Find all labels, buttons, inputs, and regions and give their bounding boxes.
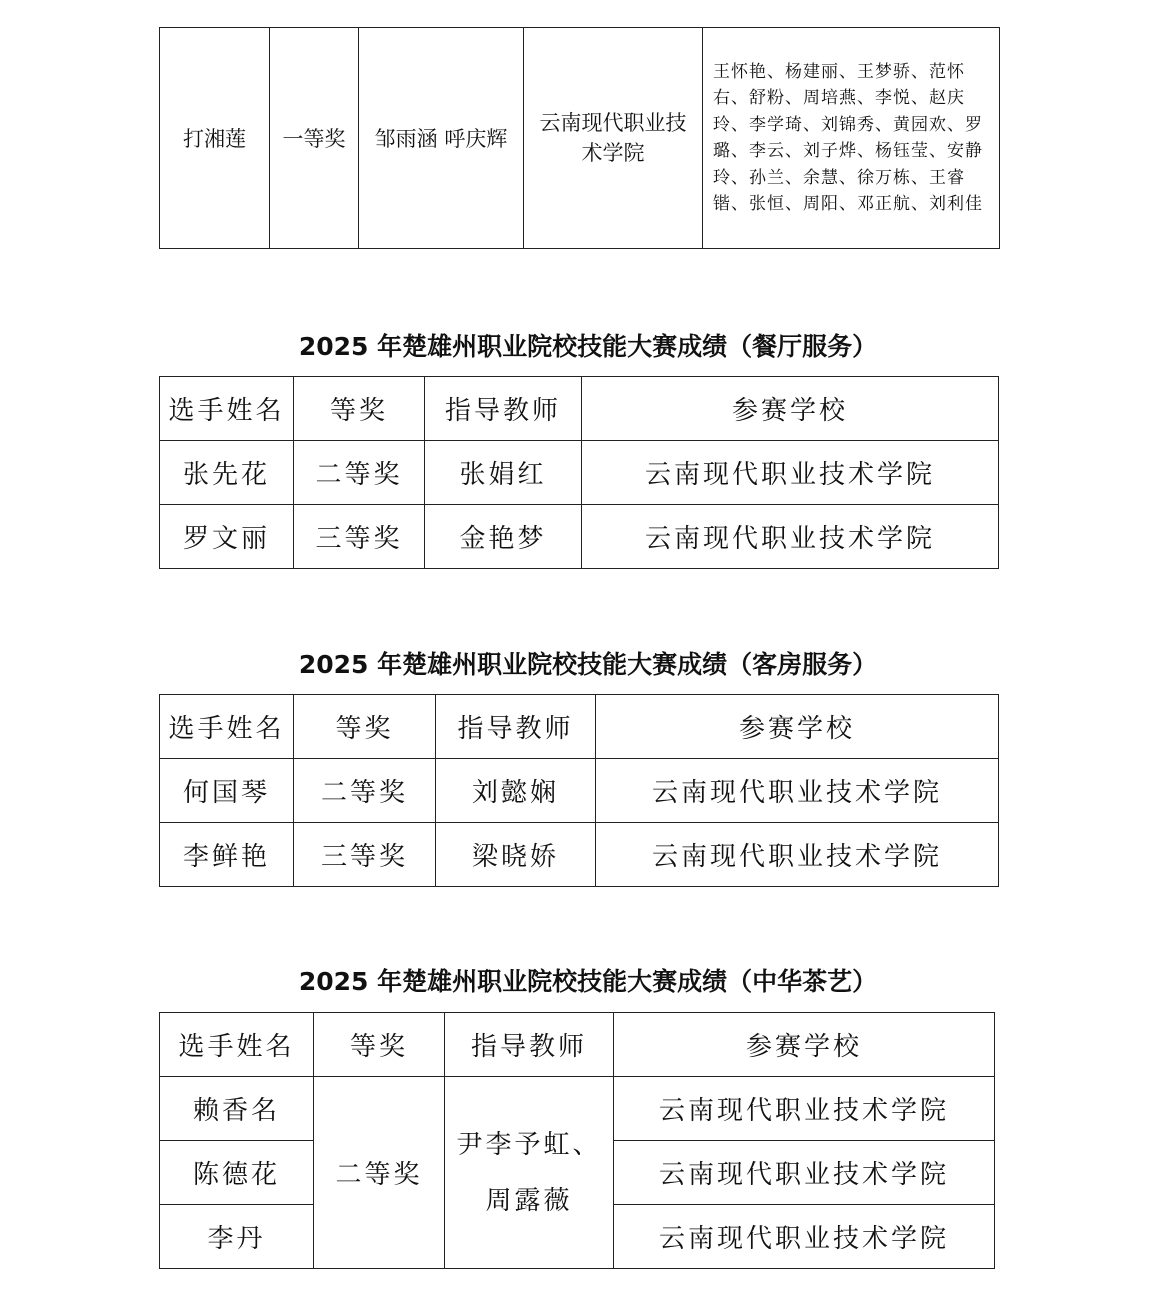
members-cell: 王怀艳、杨建丽、王梦骄、范怀右、舒粉、周培燕、李悦、赵庆玲、李学琦、刘锦秀、黄园欢、罗璐、李云、刘子烨、杨钰莹、安静玲、孙兰、余慧、徐万栋、王睿锴、张恒、周阳、邓正航、刘利佳 [703, 28, 1000, 249]
school-cell: 云南现代职业技术学院 [596, 759, 999, 823]
name-cell: 张先花 [160, 441, 294, 505]
award-cell: 二等奖 [294, 441, 425, 505]
table-row [160, 441, 999, 505]
header-name: 选手姓名 [160, 695, 294, 759]
header-award: 等奖 [294, 377, 425, 441]
name-cell: 李丹 [160, 1205, 314, 1269]
table-row [160, 28, 1000, 249]
name-cell: 何国琴 [160, 759, 294, 823]
table-row [160, 505, 999, 569]
header-teacher: 指导教师 [425, 377, 582, 441]
award-cell: 一等奖 [270, 28, 359, 249]
teacher-cell [445, 1077, 614, 1269]
school-cell: 云南现代职业技术学院 [596, 823, 999, 887]
school-cell: 云南现代职业技术学院 [582, 441, 999, 505]
results-table-tea-art [159, 1012, 995, 1269]
teacher-cell: 梁晓娇 [436, 823, 596, 887]
award-cell: 二等奖 [314, 1077, 445, 1269]
section-title-housekeeping: 2025 年楚雄州职业院校技能大赛成绩（客房服务） [298, 650, 878, 679]
teacher-line-1: 尹李予虹、 [456, 1129, 602, 1160]
teacher-cell: 张娟红 [425, 441, 582, 505]
name-cell: 陈德花 [160, 1141, 314, 1205]
name-cell: 罗文丽 [160, 505, 294, 569]
school-cell: 云南现代职业技术学院 [582, 505, 999, 569]
table-row [160, 759, 999, 823]
school-cell: 云南现代职业技术学院 [524, 28, 703, 249]
results-table-housekeeping [159, 694, 999, 887]
header-name: 选手姓名 [160, 377, 294, 441]
header-row [160, 695, 999, 759]
project-cell: 打湘莲 [160, 28, 270, 249]
teacher-cell: 邹雨涵 呼庆辉 [359, 28, 524, 249]
header-row [160, 377, 999, 441]
teacher-line-2: 周露薇 [485, 1185, 573, 1216]
teacher-cell: 金艳梦 [425, 505, 582, 569]
header-school: 参赛学校 [582, 377, 999, 441]
school-cell: 云南现代职业技术学院 [614, 1205, 995, 1269]
header-award: 等奖 [294, 695, 436, 759]
school-cell: 云南现代职业技术学院 [614, 1141, 995, 1205]
school-cell: 云南现代职业技术学院 [614, 1077, 995, 1141]
table-row [160, 823, 999, 887]
name-cell: 赖香名 [160, 1077, 314, 1141]
table-row [160, 1077, 995, 1141]
section-title-tea-art: 2025 年楚雄州职业院校技能大赛成绩（中华茶艺） [298, 967, 878, 996]
award-cell: 二等奖 [294, 759, 436, 823]
header-name: 选手姓名 [160, 1013, 314, 1077]
name-cell: 李鲜艳 [160, 823, 294, 887]
header-award: 等奖 [314, 1013, 445, 1077]
results-table-restaurant [159, 376, 999, 569]
award-cell: 三等奖 [294, 823, 436, 887]
section-title-restaurant: 2025 年楚雄州职业院校技能大赛成绩（餐厅服务） [298, 332, 878, 361]
award-cell: 三等奖 [294, 505, 425, 569]
header-school: 参赛学校 [596, 695, 999, 759]
header-row [160, 1013, 995, 1077]
header-teacher: 指导教师 [445, 1013, 614, 1077]
teacher-cell: 刘懿娴 [436, 759, 596, 823]
header-teacher: 指导教师 [436, 695, 596, 759]
header-school: 参赛学校 [614, 1013, 995, 1077]
results-table-continued [159, 27, 1000, 249]
